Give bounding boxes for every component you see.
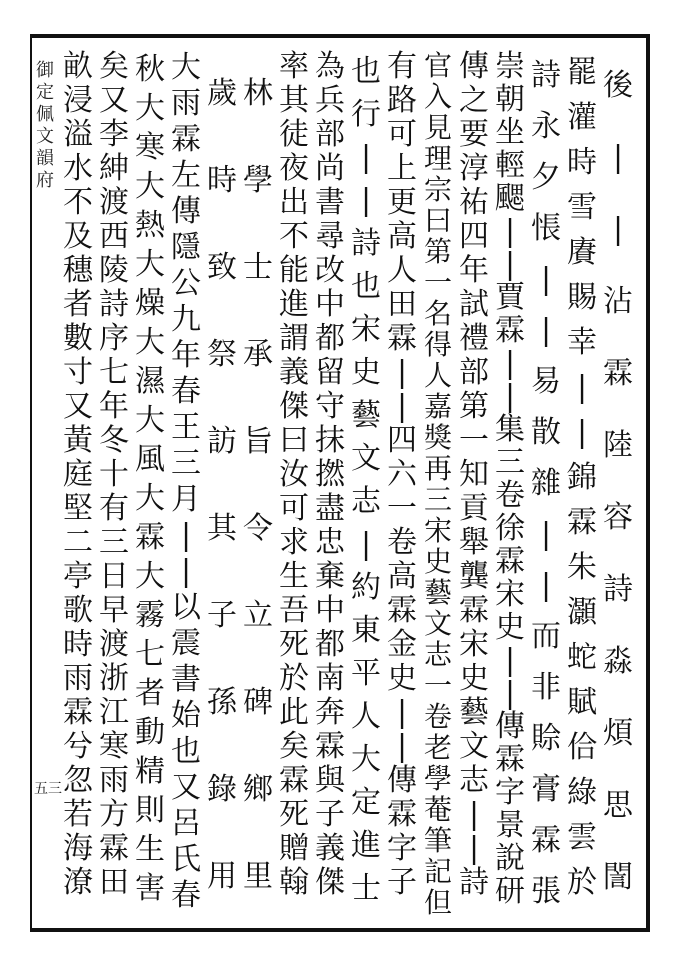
bottom-border xyxy=(30,928,650,932)
text-column: 畝 浸 溢 水 不 及 穗 者 數 寸 又 黃 庭 堅 二 亭 歌 時 雨 霖 兮 忽 若 海 潦 xyxy=(63,49,93,900)
text-column: 官 入 見 理 宗 曰 第 一 名 得 人 嘉 獎 再 三 宋 史 藝 文 志 一 卷 老 學 菴 筆 記 但 xyxy=(423,49,452,919)
text-column: 傳 之 要 淳 祐 四 年 試 禮 部 第 一 知 貢 舉 龔 霖 宋 史 藝 文 志 | | 詩 xyxy=(459,49,489,900)
text-column: 也 行 | | 詩 也 宋 史 藝 文 志 | 約 東 平 人 大 定 進 士 xyxy=(351,54,381,906)
left-border xyxy=(30,34,32,932)
text-column: 矣 又 李 紳 渡 西 陵 詩 序 七 年 冬 十 有 三 日 早 渡 浙 江 寒 雨 方 霖 田 xyxy=(99,49,129,900)
text-column: 大 雨 霖 左 傳 隱 公 九 年 春 王 三 月 | | 以 震 書 始 也 又 呂 氏 春 xyxy=(171,50,201,913)
text-column: 後 | | 沾 霖 陸 容 詩 淼 煩 思 誾 xyxy=(603,68,633,895)
text-column: 歲 時 致 祭 訪 其 子 孫 錄 用 xyxy=(207,76,237,894)
text-column: 罷 灌 時 雪 賡 賜 幸 | | 錦 霖 朱 灝 蛇 賦 佮 綠 雲 於 xyxy=(567,55,597,900)
text-column: 崇 朝 坐 輕 颸 | | 賈 霖 | | 集 三 卷 徐 霖 宋 史 | | 傳 霖 字 景 說 研 xyxy=(495,49,525,909)
text-column: 為 兵 部 尚 書 尋 改 中 都 留 守 抹 撚 盡 忠 棄 中 都 南 奔 霖 與 子 義 傑 xyxy=(315,49,345,900)
margin-page-number: 五三 xyxy=(34,781,62,797)
text-column: 率 其 徒 夜 出 不 能 進 謂 義 傑 曰 汝 可 求 生 吾 死 於 此 矣 霖 死 贈 翰 xyxy=(279,49,309,900)
right-border xyxy=(646,34,650,932)
text-column: 詩 永 夕 悵 | | 易 散 雜 | | 而 非 賒 膏 霖 張 xyxy=(531,58,561,909)
text-column: 秋 大 寒 大 熱 大 燥 大 濕 大 風 大 霖 大 霧 七 者 動 精 則 生 害 xyxy=(135,52,165,906)
text-column: 林 學 士 承 旨 令 立 碑 鄉 里 xyxy=(243,76,273,894)
margin-book-title: 御 定 佩 文 韻 府 xyxy=(36,60,54,191)
text-column: 有 路 可 上 更 高 人 田 霖 | | 四 六 一 卷 高 霖 金 史 | | 傳 霖 字 子 xyxy=(387,49,417,900)
top-border xyxy=(30,34,650,38)
